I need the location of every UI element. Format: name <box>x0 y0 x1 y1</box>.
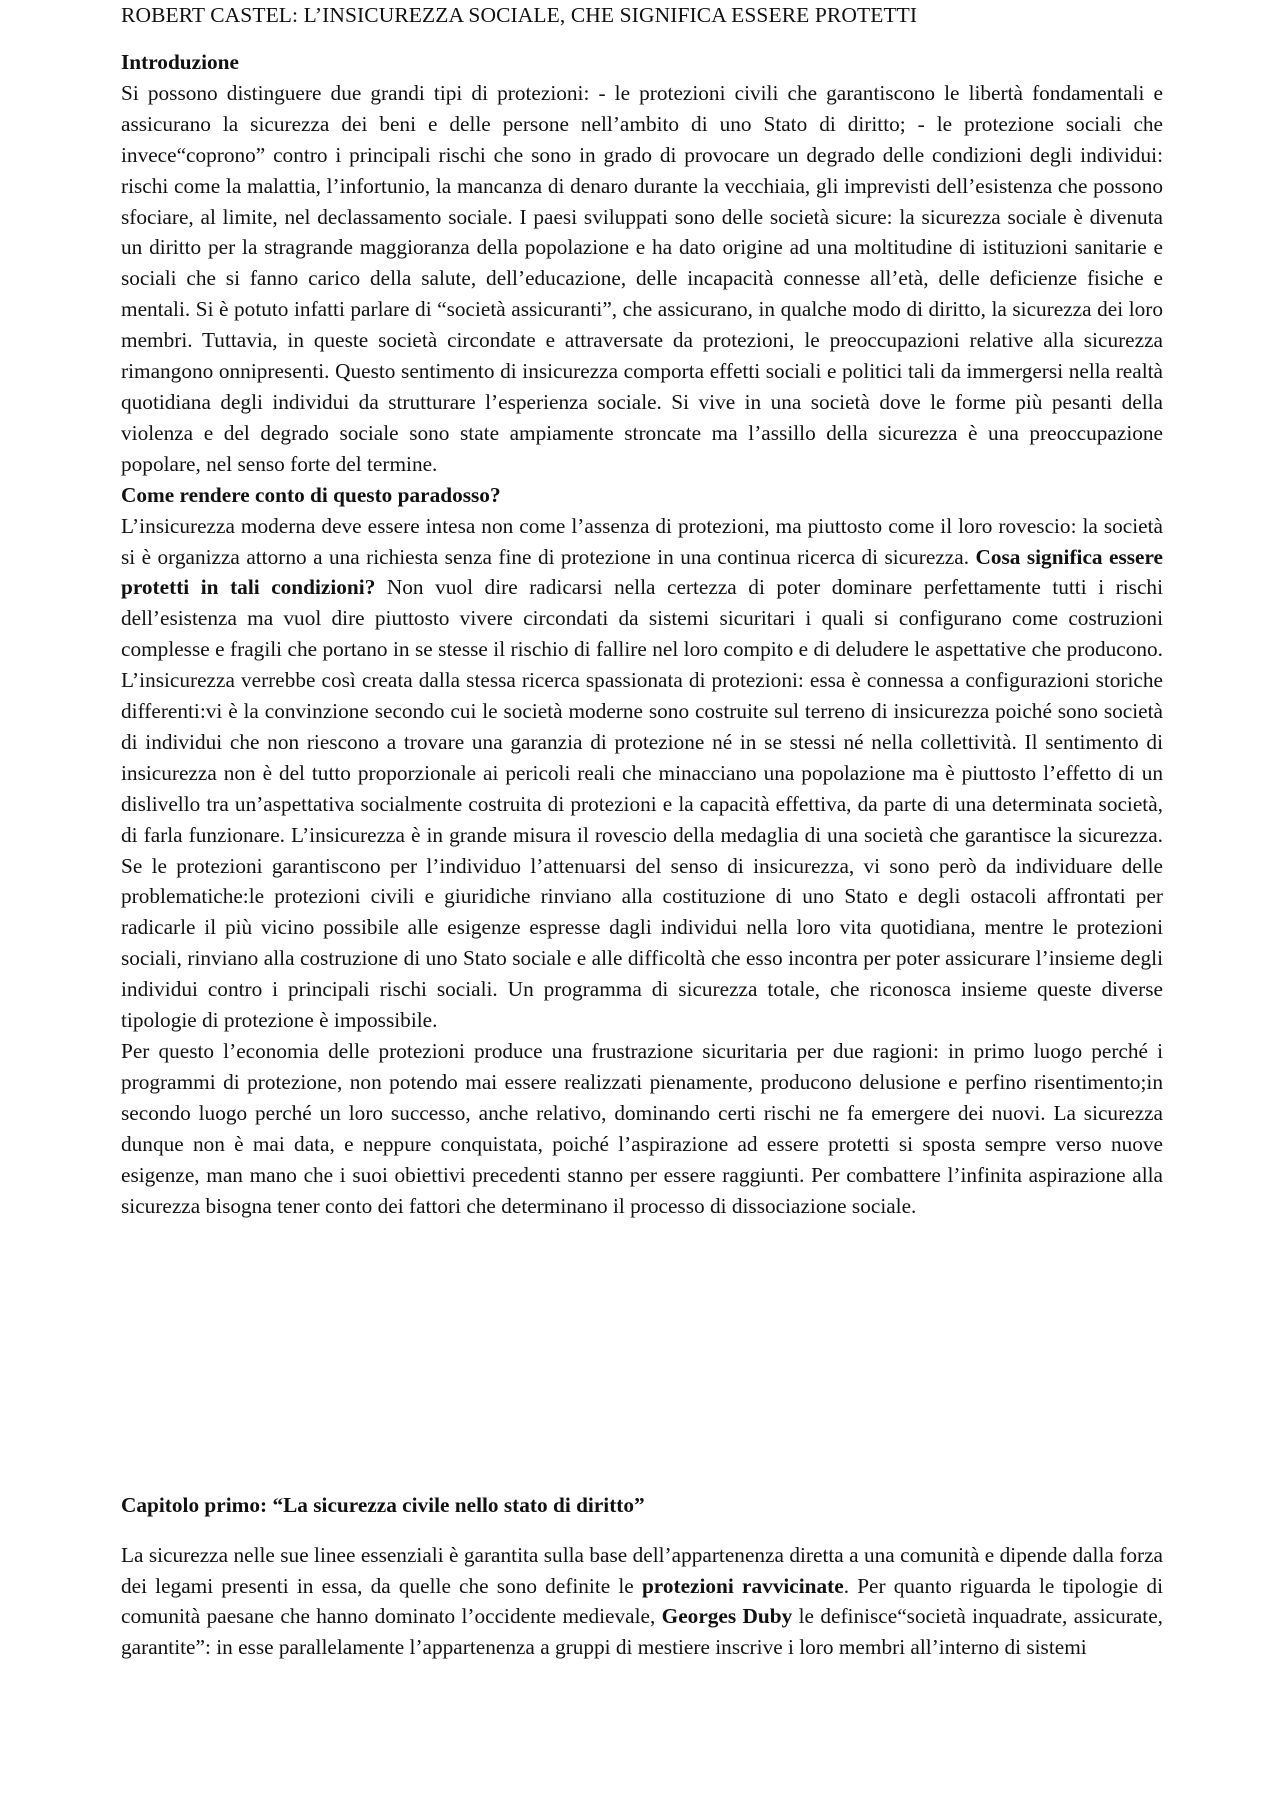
introduction-section <box>121 47 1163 1221</box>
introduction-heading: Introduzione <box>121 50 239 74</box>
document-title: ROBERT CASTEL: L’INSICUREZZA SOCIALE, CHE SIGNIFICA ESSERE PROTETTI <box>121 3 918 27</box>
chapter-one-bold-term: protezioni ravvicinate <box>641 1573 844 1598</box>
paradox-question-heading: Come rendere conto di questo paradosso? <box>121 482 501 507</box>
intro-paragraph-2-bold-question: Cosa significa essere protetti in tali condizioni? <box>121 544 1163 600</box>
intro-paragraph-1: Si possono distinguere due grandi tipi di protezioni: - le protezioni civili che garantiscono le libertà fondamentali e assicurano la sicurezza dei beni e delle persone nell’ambito di uno Stato di diritto; - le protezione sociali che invece“coprono” contro i principali rischi che sono in grado di provocare un degrado delle condizioni degli individui: rischi come la malattia, l’infortunio, la mancanza di denaro durante la vecchiaia, gli imprevisti dell’esistenza che possono sfociare, al limite, nel declassamento sociale. I paesi sviluppati sono delle società sicure: la sicurezza sociale è divenuta un diritto per la stragrande maggioranza della popolazione e ha dato origine ad una moltitudine di istituzioni sanitarie e sociali che si fanno carico della salute, dell’educazione, delle incapacità connesse all’età, delle deficienze fisiche e mentali. Si è potuto infatti parlare di “società assicuranti”, che assicurano, in qualche modo di diritto, la sicurezza dei loro membri. Tuttavia, in queste società circondate e attraversate da protezioni, le preoccupazioni relative alla sicurezza rimangono onnipresenti. Questo sentimento di insicurezza comporta effetti sociali e politici tali da immergersi nella realtà quotidiana degli individui da strutturare l’esperienza sociale. Si vive in una società dove le forme più pesanti della violenza e del degrado sociale sono state ampiamente stroncate ma l’assillo della sicurezza è una preoccupazione popolare, nel senso forte del termine. <box>121 80 1163 476</box>
intro-paragraph-2-part-a: L’insicurezza moderna deve essere intesa non come l’assenza di protezioni, ma piuttosto come il loro rovescio: la società si è organizza attorno a una richiesta senza fine di protezione in una continua ricerca di sicurezza. <box>121 513 1163 569</box>
chapter-one-paragraph-1 <box>121 1540 1163 1663</box>
chapter-one-part-b: . Per quanto riguarda le tipologie di comunità paesane che hanno dominato l’occidente medievale, <box>121 1573 1163 1629</box>
chapter-one-part-a: La sicurezza nelle sue linee essenziali è garantita sulla base dell’appartenenza diretta a una comunità e dipende dalla forza dei legami presenti in essa, da quelle che sono definite le <box>121 1543 1163 1598</box>
chapter-one-heading: Capitolo primo: “La sicurezza civile nello stato di diritto” <box>121 1493 645 1517</box>
intro-paragraph-2-part-b: Non vuol dire radicarsi nella certezza di poter dominare perfettamente tutti i rischi dell’esistenza ma vuol dire piuttosto vivere circondati da sistemi sicuritari i quali si configurano come costruzioni complesse e fragili che portano in se stesse il rischio di fallire nel loro compito e di deludere le aspettative che producono. L’insicurezza verrebbe così creata dalla stessa ricerca spassionata di protezioni: essa è connessa a configurazioni storiche differenti:vi è la convinzione secondo cui le società moderne sono costruite sul terreno di insicurezza poiché sono società di individui che non riescono a trovare una garanzia di protezione né in se stessi né nella collettività. Il sentimento di insicurezza non è del tutto proporzionale ai pericoli reali che minacciano una popolazione ma è piuttosto l’effetto di un dislivello tra un’aspettativa socialmente costruita di protezioni e la capacità effettiva, da parte di una determinata società, di farla funzionare. L’insicurezza è in grande misura il rovescio della medaglia di una società che garantisce la sicurezza. Se le protezioni garantiscono per l’individuo l’attenuarsi del senso di insicurezza, vi sono però da individuare delle problematiche:le protezioni civili e giuridiche rinviano alla costituzione di uno Stato e degli ostacoli affrontati per radicarle il più vicino possibile alle esigenze espresse dagli individui nella loro vita quotidiana, mentre le protezioni sociali, rinviano alla costruzione di uno Stato sociale e alle difficoltà che esso incontra per poter assicurare l’insieme degli individui contro i principali rischi sociali. Un programma di sicurezza totale, che riconosca insieme queste diverse tipologie di protezione è impossibile. <box>121 575 1163 1033</box>
chapter-one-bold-author: Georges Duby <box>661 1604 793 1629</box>
intro-paragraph-2 <box>121 511 1163 1036</box>
chapter-one-part-c: le definisce“società inquadrate, assicurate, garantite”: in esse parallelamente l’appartenenza a gruppi di mestiere inscrive i loro membri all’interno di sistemi <box>121 1604 1163 1660</box>
intro-paragraph-3: Per questo l’economia delle protezioni produce una frustrazione sicuritaria per due ragioni: in primo luogo perché i programmi di protezione, non potendo mai essere realizzati pienamente, producono delusione e perfino risentimento;in secondo luogo perché un loro successo, anche relativo, dominando certi rischi ne fa emergere dei nuovi. La sicurezza dunque non è mai data, e neppure conquistata, poiché l’aspirazione ad essere protetti si sposta sempre verso nuove esigenze, man mano che i suoi obiettivi precedenti stanno per essere raggiunti. Per combattere l’infinita aspirazione alla sicurezza bisogna tener conto dei fattori che determinano il processo di dissociazione sociale. <box>121 1039 1163 1218</box>
chapter-one-section <box>121 1540 1163 1663</box>
